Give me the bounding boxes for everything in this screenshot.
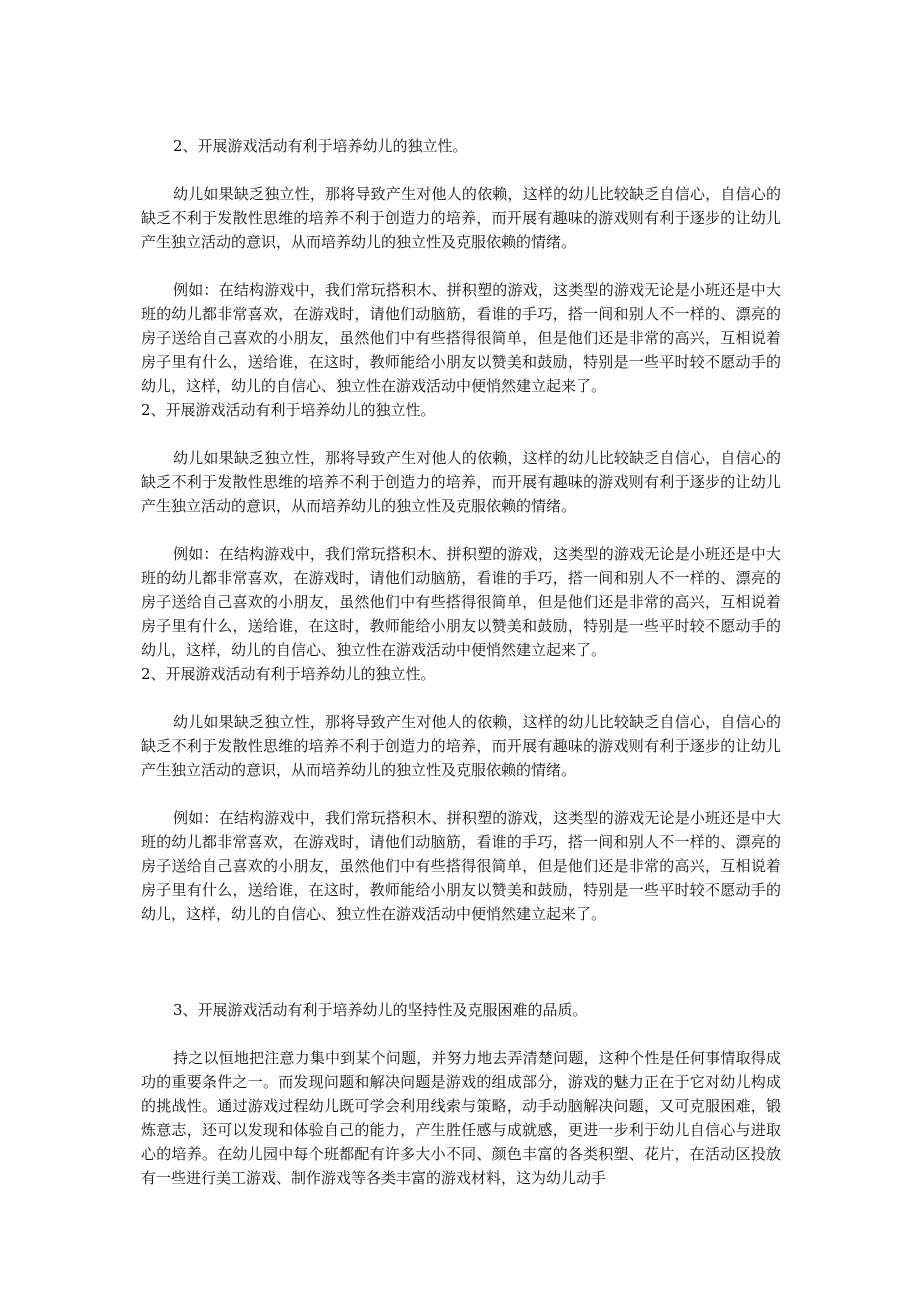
paragraph: 幼儿如果缺乏独立性，那将导致产生对他人的依赖，这样的幼儿比较缺乏自信心，自信心的缺乏不利于发散性思维的培养不利于创造力的培养，而开展有趣味的游戏则有利于逐步的让幼儿产生独立活动的意识，从而培养幼儿的独立性及克服依赖的情绪。 <box>141 713 781 779</box>
spacer <box>141 926 781 974</box>
spacer <box>141 782 781 806</box>
paragraph: 例如：在结构游戏中，我们常玩搭积木、拼积塑的游戏，这类型的游戏无论是小班还是中大班的幼儿都非常喜欢，在游戏时，请他们动脑筋，看谁的手巧，搭一间和别人不一样的、漂亮的房子送给自己喜欢的小朋友，虽然他们中有些搭得很简单，但是他们还是非常的高兴，互相说着房子里有什么，送给谁，在这时，教师能给小朋友以赞美和鼓励，特别是一些平时较不愿动手的幼儿，这样，幼儿的自信心、独立性在游戏活动中便悄然建立起来了。 <box>141 545 781 659</box>
section-heading: 2、开展游戏活动有利于培养幼儿的独立性。 <box>141 665 436 683</box>
paragraph: 例如：在结构游戏中，我们常玩搭积木、拼积塑的游戏，这类型的游戏无论是小班还是中大班的幼儿都非常喜欢，在游戏时，请他们动脑筋，看谁的手巧，搭一间和别人不一样的、漂亮的房子送给自己喜欢的小朋友，虽然他们中有些搭得很简单，但是他们还是非常的高兴，互相说着房子里有什么，送给谁，在这时，教师能给小朋友以赞美和鼓励，特别是一些平时较不愿动手的幼儿，这样，幼儿的自信心、独立性在游戏活动中便悄然建立起来了。 <box>141 809 781 923</box>
spacer <box>141 422 781 446</box>
spacer <box>141 254 781 278</box>
spacer <box>141 518 781 542</box>
paragraph: 例如：在结构游戏中，我们常玩搭积木、拼积塑的游戏，这类型的游戏无论是小班还是中大班的幼儿都非常喜欢，在游戏时，请他们动脑筋，看谁的手巧，搭一间和别人不一样的、漂亮的房子送给自己喜欢的小朋友，虽然他们中有些搭得很简单，但是他们还是非常的高兴，互相说着房子里有什么，送给谁，在这时，教师能给小朋友以赞美和鼓励，特别是一些平时较不愿动手的幼儿，这样，幼儿的自信心、独立性在游戏活动中便悄然建立起来了。 <box>141 281 781 395</box>
spacer <box>141 158 781 182</box>
paragraph: 幼儿如果缺乏独立性，那将导致产生对他人的依赖，这样的幼儿比较缺乏自信心，自信心的缺乏不利于发散性思维的培养不利于创造力的培养，而开展有趣味的游戏则有利于逐步的让幼儿产生独立活动的意识，从而培养幼儿的独立性及克服依赖的情绪。 <box>141 449 781 515</box>
section-heading: 2、开展游戏活动有利于培养幼儿的独立性。 <box>141 401 436 419</box>
paragraph: 持之以恒地把注意力集中到某个问题，并努力地去弄清楚问题，这种个性是任何事情取得成功的重要条件之一。而发现问题和解决问题是游戏的组成部分，游戏的魅力正在于它对幼儿构成的挑战性。通过游戏过程幼儿既可学会利用线索与策略，动手动脑解决问题，又可克服困难，锻炼意志，还可以发现和体验自己的能力，产生胜任感与成就感，更进一步利于幼儿自信心与进取心的培养。在幼儿园中每个班都配有许多大小不同、颜色丰富的各类积塑、花片，在活动区投放有一些进行美工游戏、制作游戏等各类丰富的游戏材料，这为幼儿动手 <box>141 1049 781 1187</box>
section-heading: 3、开展游戏活动有利于培养幼儿的坚持性及克服困难的品质。 <box>173 1001 588 1019</box>
paragraph: 幼儿如果缺乏独立性，那将导致产生对他人的依赖，这样的幼儿比较缺乏自信心，自信心的缺乏不利于发散性思维的培养不利于创造力的培养，而开展有趣味的游戏则有利于逐步的让幼儿产生独立活动的意识，从而培养幼儿的独立性及克服依赖的情绪。 <box>141 185 781 251</box>
spacer <box>141 974 781 998</box>
spacer <box>141 686 781 710</box>
document-body <box>141 134 781 1190</box>
spacer <box>141 1022 781 1046</box>
section-heading: 2、开展游戏活动有利于培养幼儿的独立性。 <box>173 137 468 155</box>
